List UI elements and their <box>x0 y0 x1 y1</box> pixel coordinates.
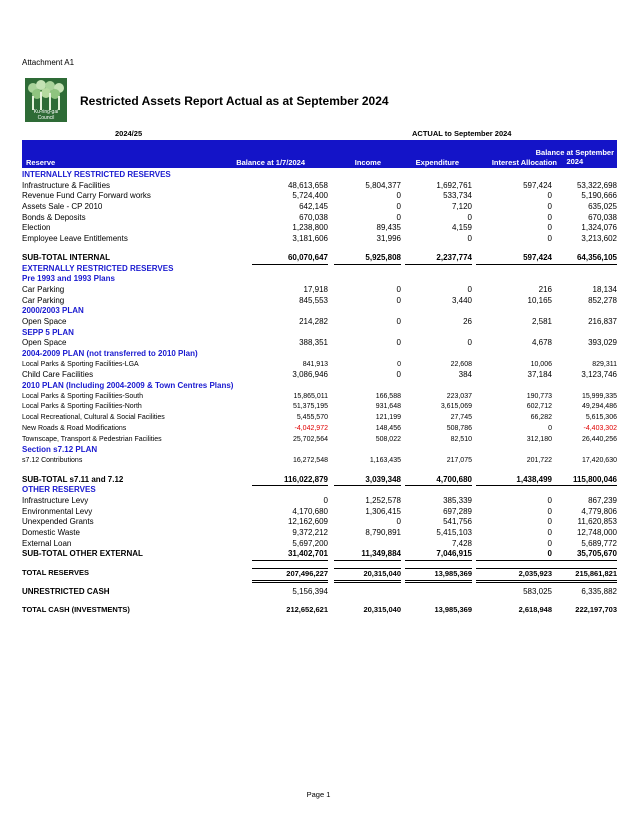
section-heading <box>22 170 617 181</box>
row-label: s7.12 Contributions <box>22 456 83 464</box>
row-label: Environmental Levy <box>22 506 93 516</box>
cell-value: 384 <box>458 370 472 380</box>
cell-value: 0 <box>547 517 552 527</box>
row-label: 2010 PLAN (Including 2004-2009 & Town Centres Plans) <box>22 381 234 391</box>
cell-value: 1,692,761 <box>436 180 472 190</box>
cell-value: 852,278 <box>588 295 617 305</box>
cell-value: 13,985,369 <box>405 568 472 583</box>
header-balance-close-line2: 2024 <box>566 157 584 166</box>
table-row <box>22 435 617 446</box>
row-label: Local Parks & Sporting Facilities-North <box>22 403 142 411</box>
cell-value: 82,510 <box>450 435 472 443</box>
cell-value: 3,123,746 <box>581 370 617 380</box>
row-label: Infrastructure & Facilities <box>22 180 111 190</box>
logo-text <box>25 110 67 121</box>
cell-value: 642,145 <box>299 202 328 212</box>
cell-value: 115,800,046 <box>541 475 617 487</box>
row-label: SUB-TOTAL s7.11 and 7.12 <box>22 474 124 484</box>
row-label: INTERNALLY RESTRICTED RESERVES <box>22 170 171 179</box>
cell-value: 37,184 <box>527 370 552 380</box>
cell-value: 12,748,000 <box>576 528 617 537</box>
row-label: Car Parking <box>22 284 65 294</box>
row-label: Local Recreational, Cultural & Social Facilities <box>22 414 165 422</box>
row-label: Open Space <box>22 338 67 348</box>
council-logo <box>25 78 67 122</box>
cell-value: 845,553 <box>299 295 328 305</box>
row-label: TOTAL CASH (INVESTMENTS) <box>22 605 130 615</box>
cell-value: 670,038 <box>299 212 328 222</box>
cell-value: 583,025 <box>523 586 552 596</box>
row-label: Section s7.12 PLAN <box>22 445 98 455</box>
cell-value: 222,197,703 <box>575 605 617 615</box>
cell-value: 5,455,570 <box>296 414 328 422</box>
cell-value: 0 <box>547 202 552 212</box>
row-label: SEPP 5 PLAN <box>22 327 74 337</box>
cell-value: 2,035,923 <box>476 568 552 583</box>
table-row <box>22 392 617 403</box>
cell-value: 597,424 <box>476 253 552 265</box>
cell-value: 26,440,256 <box>581 435 617 443</box>
cell-value: 0 <box>467 212 472 222</box>
cell-value: 3,181,606 <box>292 234 328 244</box>
row-label: Employee Leave Entitlements <box>22 234 128 244</box>
cell-value: 5,724,400 <box>292 191 328 201</box>
cell-value: 214,282 <box>299 316 328 326</box>
table-row <box>22 223 617 234</box>
table-row <box>22 338 617 349</box>
cell-value: 223,037 <box>446 392 472 400</box>
total-row <box>22 568 617 579</box>
header-balance-close-line1: Balance at September <box>535 148 614 157</box>
header-expenditure: Expenditure <box>415 158 459 167</box>
year-label: 2024/25 <box>115 129 143 138</box>
cell-value: 0 <box>547 495 552 505</box>
cell-value: 0 <box>396 517 401 527</box>
table-row <box>22 191 617 202</box>
cell-value: 166,588 <box>375 392 401 400</box>
page-number: Page 1 <box>306 790 331 799</box>
cell-value: 5,190,666 <box>581 191 617 201</box>
cell-value: 697,289 <box>443 506 472 516</box>
row-label: 2000/2003 PLAN <box>22 306 84 316</box>
cell-value: 3,039,348 <box>334 475 401 487</box>
section-heading <box>22 306 617 317</box>
cell-value: 26 <box>463 316 472 326</box>
cell-value: 17,918 <box>303 284 328 294</box>
cell-value: 35,705,670 <box>541 549 617 561</box>
cell-value: 31,996 <box>376 234 401 244</box>
total-row <box>22 253 617 264</box>
cell-value: 0 <box>547 234 552 244</box>
cell-value: 190,773 <box>526 392 552 400</box>
cell-value: 1,438,499 <box>476 475 552 487</box>
cell-value: 49,294,486 <box>581 403 617 411</box>
cell-value: 385,339 <box>443 495 472 505</box>
cell-value: 0 <box>396 212 401 222</box>
cell-value: 635,025 <box>588 202 617 212</box>
table-row <box>22 213 617 224</box>
cell-value: 5,415,103 <box>436 528 472 537</box>
cell-value: 0 <box>396 284 401 294</box>
cell-value: 0 <box>547 223 552 233</box>
cell-value: 1,252,578 <box>365 495 401 505</box>
table-row <box>22 285 617 296</box>
cell-value: 1,163,435 <box>369 456 401 464</box>
table-row <box>22 370 617 381</box>
row-label: Domestic Waste <box>22 528 80 537</box>
cell-value: 0 <box>396 316 401 326</box>
row-label: OTHER RESERVES <box>22 485 96 495</box>
period-label: ACTUAL to September 2024 <box>412 129 512 138</box>
header-reserve: Reserve <box>26 158 56 167</box>
cell-value: 4,159 <box>451 223 472 233</box>
cell-value: 0 <box>396 202 401 212</box>
cell-value: 3,615,069 <box>440 403 472 411</box>
section-heading <box>22 485 617 496</box>
cell-value: 27,745 <box>450 414 472 422</box>
table-row <box>22 317 617 328</box>
cell-value: 22,608 <box>450 360 472 368</box>
row-label: Local Parks & Sporting Facilities-LGA <box>22 360 139 368</box>
cell-value: 2,618,948 <box>518 605 552 615</box>
cell-value: 0 <box>396 338 401 348</box>
cell-value: 11,349,884 <box>334 549 401 561</box>
cell-value: 0 <box>396 191 401 201</box>
table-row <box>22 402 617 413</box>
row-label: Infrastructure Levy <box>22 495 89 505</box>
cell-value: 5,925,808 <box>334 253 401 265</box>
cell-value: 11,620,853 <box>577 517 617 527</box>
row-label: Pre 1993 and 1993 Plans <box>22 274 115 284</box>
cell-value: 4,678 <box>531 338 552 348</box>
cell-value: 0 <box>323 495 328 505</box>
attachment-label: Attachment A1 <box>22 58 75 67</box>
cell-value: 15,999,335 <box>581 392 617 400</box>
cell-value: 7,046,915 <box>405 549 472 561</box>
row-label: TOTAL RESERVES <box>22 568 89 578</box>
cell-value: 217,075 <box>446 456 472 464</box>
cell-value: 116,022,879 <box>252 475 328 487</box>
reserves-table <box>22 170 617 616</box>
total-row <box>22 605 617 616</box>
cell-value: 312,180 <box>526 435 552 443</box>
row-label: Child Care Facilities <box>22 370 94 380</box>
table-row <box>22 496 617 507</box>
cell-value: 533,734 <box>443 191 472 201</box>
section-heading <box>22 349 617 360</box>
table-row <box>22 587 617 598</box>
table-row <box>22 517 617 528</box>
cell-value: -4,403,302 <box>583 424 617 432</box>
row-label: Car Parking <box>22 295 65 305</box>
cell-value: 670,038 <box>588 212 617 222</box>
cell-value: 216,837 <box>588 316 617 326</box>
report-title: Restricted Assets Report Actual as at September 2024 <box>80 94 389 108</box>
table-row <box>22 456 617 467</box>
cell-value: 64,356,105 <box>541 253 617 265</box>
cell-value: 508,022 <box>375 435 401 443</box>
table-header <box>22 140 617 168</box>
cell-value: 60,070,647 <box>252 253 328 265</box>
section-heading <box>22 274 617 285</box>
row-label: Unexpended Grants <box>22 517 94 527</box>
cell-value: 0 <box>396 370 401 380</box>
row-label: New Roads & Road Modifications <box>22 424 127 432</box>
cell-value: 931,648 <box>375 403 401 411</box>
cell-value: 215,861,821 <box>541 568 617 583</box>
total-row <box>22 475 617 486</box>
cell-value: 121,199 <box>375 414 401 422</box>
cell-value: 31,402,701 <box>252 549 328 561</box>
table-row <box>22 296 617 307</box>
cell-value: 5,156,394 <box>292 586 328 596</box>
cell-value: 17,420,630 <box>581 456 617 464</box>
cell-value: 5,697,200 <box>292 538 328 548</box>
cell-value: 4,779,806 <box>581 506 617 516</box>
cell-value: 9,372,212 <box>292 528 328 537</box>
cell-value: 841,913 <box>302 360 328 368</box>
cell-value: 0 <box>547 528 552 537</box>
cell-value: 0 <box>547 506 552 516</box>
cell-value: 10,165 <box>527 295 552 305</box>
cell-value: 15,865,011 <box>293 392 328 400</box>
cell-value: 89,435 <box>376 223 401 233</box>
row-label: EXTERNALLY RESTRICTED RESERVES <box>22 263 174 273</box>
cell-value: 0 <box>467 234 472 244</box>
cell-value: 5,804,377 <box>365 180 401 190</box>
cell-value: 0 <box>547 212 552 222</box>
cell-value: 602,712 <box>526 403 552 411</box>
cell-value: 541,756 <box>443 517 472 527</box>
table-row <box>22 234 617 245</box>
table-row <box>22 539 617 550</box>
row-label: 2004-2009 PLAN (not transferred to 2010 Plan) <box>22 349 198 358</box>
cell-value: 3,213,602 <box>581 234 617 244</box>
logo-text-line1: Ku-ring-gai <box>33 109 59 115</box>
cell-value: 8,790,891 <box>365 528 401 537</box>
section-heading <box>22 381 617 392</box>
row-label: SUB-TOTAL OTHER EXTERNAL <box>22 549 143 559</box>
cell-value: 12,162,609 <box>287 517 328 527</box>
row-label: External Loan <box>22 538 72 548</box>
cell-value: 201,722 <box>526 456 552 464</box>
cell-value: 829,311 <box>592 360 617 368</box>
cell-value: 7,120 <box>451 202 472 212</box>
header-income: Income <box>354 158 381 167</box>
cell-value: 0 <box>467 338 472 348</box>
section-heading <box>22 328 617 339</box>
logo-text-line2: Council <box>37 114 55 121</box>
cell-value: -4,042,972 <box>294 424 328 432</box>
table-row <box>22 202 617 213</box>
row-label: SUB-TOTAL INTERNAL <box>22 252 110 262</box>
table-row <box>22 360 617 371</box>
row-label: Election <box>22 223 51 233</box>
total-row <box>22 549 617 560</box>
row-label: Open Space <box>22 316 67 326</box>
cell-value: 2,237,774 <box>405 253 472 265</box>
cell-value: 48,613,658 <box>287 180 328 190</box>
cell-value: 508,786 <box>446 424 472 432</box>
row-label: Townscape, Transport & Pedestrian Facilities <box>22 435 162 443</box>
cell-value: 66,282 <box>530 414 552 422</box>
cell-value: 0 <box>547 538 552 548</box>
cell-value: 393,029 <box>588 338 617 348</box>
header-balance-open: Balance at 1/7/2024 <box>236 158 305 167</box>
cell-value: 7,428 <box>451 538 472 548</box>
cell-value: 13,985,369 <box>434 605 472 615</box>
cell-value: 0 <box>476 549 552 561</box>
row-label: UNRESTRICTED CASH <box>22 586 110 596</box>
cell-value: 53,322,698 <box>576 180 617 190</box>
table-row <box>22 528 617 539</box>
cell-value: 10,006 <box>530 360 552 368</box>
cell-value: 0 <box>547 191 552 201</box>
cell-value: 20,315,040 <box>334 568 401 583</box>
cell-value: 207,496,227 <box>252 568 328 583</box>
cell-value: 388,351 <box>299 338 328 348</box>
header-balance-close <box>536 148 614 166</box>
cell-value: 0 <box>467 284 472 294</box>
cell-value: 5,615,306 <box>585 414 617 422</box>
cell-value: 20,315,040 <box>363 605 401 615</box>
table-row <box>22 424 617 435</box>
table-row <box>22 507 617 518</box>
cell-value: 18,134 <box>592 284 617 294</box>
cell-value: 867,239 <box>588 495 617 505</box>
section-heading <box>22 264 617 275</box>
cell-value: 5,689,772 <box>581 538 617 548</box>
cell-value: 6,335,882 <box>581 586 617 596</box>
cell-value: 0 <box>396 295 401 305</box>
row-label: Revenue Fund Carry Forward works <box>22 191 151 201</box>
cell-value: 0 <box>397 360 401 368</box>
cell-value: 1,324,076 <box>581 223 617 233</box>
cell-value: 2,581 <box>531 316 552 326</box>
cell-value: 1,238,800 <box>292 223 328 233</box>
header-interest: Interest Allocation <box>491 158 557 167</box>
table-row <box>22 181 617 192</box>
cell-value: 216 <box>538 284 552 294</box>
cell-value: 212,652,621 <box>286 605 328 615</box>
cell-value: 4,170,680 <box>292 506 328 516</box>
row-label: Bonds & Deposits <box>22 212 86 222</box>
cell-value: 51,375,195 <box>292 403 328 411</box>
cell-value: 3,440 <box>451 295 472 305</box>
cell-value: 25,702,564 <box>292 435 328 443</box>
row-label: Assets Sale - CP 2010 <box>22 202 103 212</box>
row-label: Local Parks & Sporting Facilities-South <box>22 392 143 400</box>
section-heading <box>22 445 617 456</box>
cell-value: 16,272,548 <box>292 456 328 464</box>
cell-value: 3,086,946 <box>292 370 328 380</box>
cell-value: 597,424 <box>523 180 552 190</box>
cell-value: 0 <box>548 424 552 432</box>
table-row <box>22 413 617 424</box>
cell-value: 1,306,415 <box>365 506 401 516</box>
cell-value: 148,456 <box>375 424 401 432</box>
cell-value: 4,700,680 <box>405 475 472 487</box>
